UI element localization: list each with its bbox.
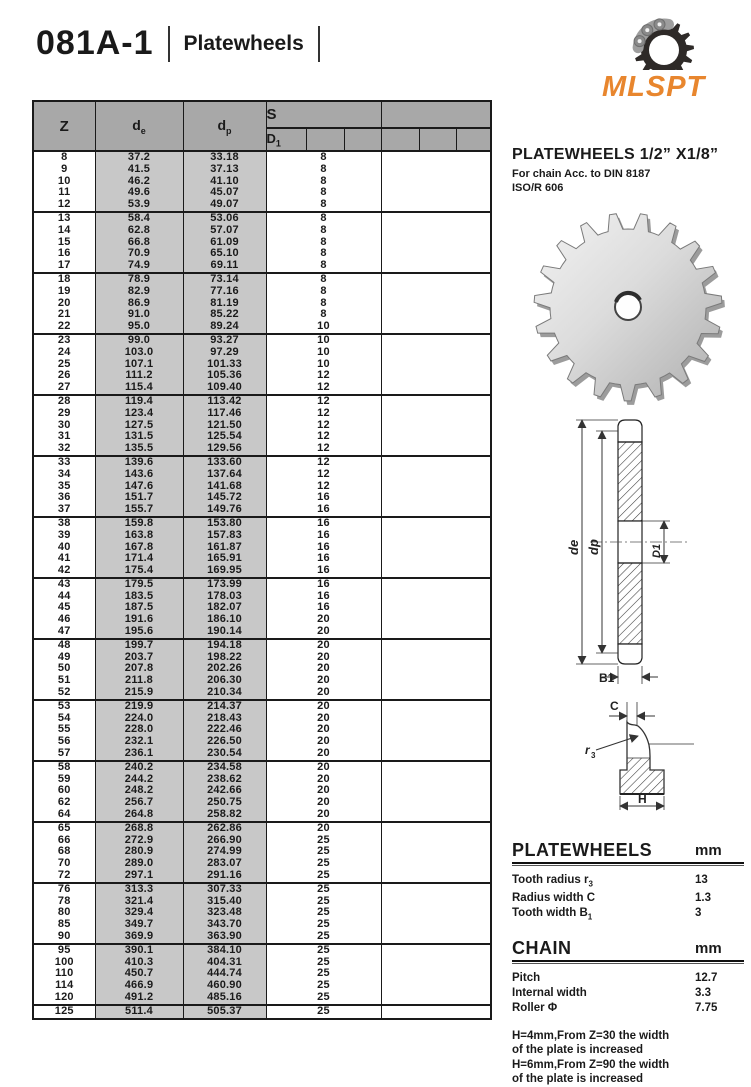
table-row: 25 107.1 101.33 10 [33, 359, 491, 371]
table-row: 70 289.0 283.07 25 [33, 858, 491, 870]
table-body [33, 151, 491, 1019]
table-row: 45 187.5 182.07 16 [33, 602, 491, 614]
table-row: 35 147.6 141.68 12 [33, 481, 491, 493]
col-header-s: S [266, 101, 381, 128]
table-row: 21 91.0 85.22 8 [33, 309, 491, 321]
table-row: 55 228.0 222.46 20 [33, 724, 491, 736]
table-row: 40 167.8 161.87 16 [33, 542, 491, 554]
spec-row: Radius width C 1.3 [512, 892, 711, 905]
spec-title: CHAIN [512, 937, 572, 958]
page-header [36, 24, 320, 63]
col-header-de: $d_e$ [95, 101, 183, 151]
table-row: 47 195.6 190.14 20 [33, 626, 491, 639]
table-row: 18 78.9 73.14 8 [33, 273, 491, 286]
col-header-z: Z [33, 101, 95, 151]
table-row: 114 466.9 460.90 25 [33, 980, 491, 992]
table-row: 53 219.9 214.37 20 [33, 700, 491, 713]
table-row: 12 53.9 49.07 8 [33, 199, 491, 212]
col-header-empty [381, 128, 419, 151]
table-row: 43 179.5 173.99 16 [33, 578, 491, 591]
plate-lower-hatched [618, 563, 642, 644]
col-header-empty [344, 128, 381, 151]
label-h: H [638, 792, 647, 806]
iso-standard-note: ISO/R 606 [512, 182, 564, 194]
table-row: 95 390.1 384.10 25 [33, 944, 491, 957]
plate-upper-hatched [618, 442, 642, 521]
table-row: 41 171.4 165.91 16 [33, 553, 491, 565]
tooth-profile-drawing [580, 692, 710, 842]
spec-row: Pitch 12.7 [512, 971, 718, 984]
table-row: 15 66.8 61.09 8 [33, 237, 491, 249]
chain-spec-heading [512, 938, 744, 962]
brand-name: MLSPT [602, 71, 706, 103]
table-row: 14 62.8 57.07 8 [33, 225, 491, 237]
table-row: 56 232.1 226.50 20 [33, 736, 491, 748]
table-row: 48 199.7 194.18 20 [33, 639, 491, 652]
spec-row: Tooth radius $r_3$ 13 [512, 874, 708, 889]
section-drawing [556, 410, 751, 692]
label-b1: B1 [599, 671, 615, 685]
divider-bar [168, 26, 170, 62]
table-row: 65 268.8 262.86 20 [33, 822, 491, 835]
table-row: 90 369.9 363.90 25 [33, 931, 491, 944]
table-row: 62 256.7 250.75 20 [33, 797, 491, 809]
table-row: 50 207.8 202.26 20 [33, 663, 491, 675]
table-row: 46 191.6 186.10 20 [33, 614, 491, 626]
table-row: 76 313.3 307.33 25 [33, 883, 491, 896]
table-row: 33 139.6 133.60 12 [33, 456, 491, 469]
tooth-body-hatched [628, 758, 650, 770]
table-row: 59 244.2 238.62 20 [33, 774, 491, 786]
table-row: 16 70.9 65.10 8 [33, 248, 491, 260]
page-title: Platewheels [183, 31, 304, 55]
table-row: 125 511.4 505.37 25 [33, 1005, 491, 1019]
table-row: 57 236.1 230.54 20 [33, 748, 491, 761]
chain-spec-rows [512, 971, 744, 1016]
product-heading: PLATEWHEELS 1/2” X1/8” [512, 146, 719, 163]
table-row: 49 203.7 198.22 20 [33, 652, 491, 664]
spec-title: PLATEWHEELS [512, 840, 653, 860]
table-row: 23 99.0 93.27 10 [33, 334, 491, 347]
table-row: 36 151.7 145.72 16 [33, 492, 491, 504]
page-code: 081A-1 [36, 24, 154, 62]
table-row: 68 280.9 274.99 25 [33, 846, 491, 858]
tooth-base-hatched [621, 770, 664, 793]
table-row: 72 297.1 291.16 25 [33, 870, 491, 883]
table-row: 37 155.7 149.76 16 [33, 504, 491, 517]
table-row: 11 49.6 45.07 8 [33, 187, 491, 199]
spec-row: Tooth width $B_1$ 3 [512, 907, 702, 922]
table-row: 31 131.5 125.54 12 [33, 431, 491, 443]
logo-sprocket-hole [649, 35, 679, 65]
table-row: 66 272.9 266.90 25 [33, 835, 491, 847]
col-header-blank [381, 101, 491, 128]
table-row: 19 82.9 77.16 8 [33, 286, 491, 298]
tooth-tip-top [618, 420, 642, 442]
table-row: 24 103.0 97.29 10 [33, 347, 491, 359]
table-row: 39 163.8 157.83 16 [33, 530, 491, 542]
label-de: de [566, 539, 581, 555]
label-r3-sub: 3 [591, 751, 596, 760]
table-row: 42 175.4 169.95 16 [33, 565, 491, 578]
label-c: C [610, 699, 619, 713]
brand-logo [592, 12, 732, 102]
table-row: 78 321.4 315.40 25 [33, 896, 491, 908]
col-header-empty [419, 128, 456, 151]
table-row: 44 183.5 178.03 16 [33, 591, 491, 603]
spec-unit: mm [695, 939, 722, 957]
table-row: 27 115.4 109.40 12 [33, 382, 491, 395]
chain-standard-note: For chain Acc. to DIN 8187 [512, 168, 651, 180]
table-row: 58 240.2 234.58 20 [33, 761, 491, 774]
table-row: 26 111.2 105.36 12 [33, 370, 491, 382]
table-row: 34 143.6 137.64 12 [33, 469, 491, 481]
table-row: 28 119.4 113.42 12 [33, 395, 491, 408]
table-row: 52 215.9 210.34 20 [33, 687, 491, 700]
col-header-empty [456, 128, 491, 151]
table-row: 17 74.9 69.11 8 [33, 260, 491, 273]
table-row: 80 329.4 323.48 25 [33, 907, 491, 919]
spec-row: Roller Φ 7.75 [512, 1001, 718, 1014]
col-header-dp: $d_p$ [183, 101, 266, 151]
table-row: 38 159.8 153.80 16 [33, 517, 491, 530]
table-row: 54 224.0 218.43 20 [33, 713, 491, 725]
table-row: 8 37.2 33.18 8 [33, 151, 491, 164]
table-row: 29 123.4 117.46 12 [33, 408, 491, 420]
platewheels-spec-heading [512, 840, 744, 864]
table-row: 51 211.8 206.30 20 [33, 675, 491, 687]
table-row: 20 86.9 81.19 8 [33, 298, 491, 310]
platewheels-spec-rows [512, 873, 744, 925]
table-row: 100 410.3 404.31 25 [33, 957, 491, 969]
label-d1: D1 [651, 543, 663, 558]
dimension-table [32, 100, 492, 1020]
spec-row: Internal width 3.3 [512, 986, 711, 999]
table-row: 32 135.5 129.56 12 [33, 443, 491, 456]
divider-bar [318, 26, 320, 62]
table-row: 64 264.8 258.82 20 [33, 809, 491, 822]
table-row: 13 58.4 53.06 8 [33, 212, 491, 225]
width-increase-note: H=4mm,From Z=30 the width of the plate is increased H=6mm,From Z=90 the width of the plate is increased [512, 1029, 670, 1086]
table-row: 10 46.2 41.10 8 [33, 176, 491, 188]
table-row: 9 41.5 37.13 8 [33, 164, 491, 176]
sprocket-photo [512, 210, 748, 410]
tooth-tip-bottom [618, 644, 642, 664]
table-row: 60 248.2 242.66 20 [33, 785, 491, 797]
spec-unit: mm [695, 842, 722, 859]
table-row: 110 450.7 444.74 25 [33, 968, 491, 980]
label-dp: dp [586, 539, 601, 555]
table-row: 85 349.7 343.70 25 [33, 919, 491, 931]
label-r3: r [585, 743, 590, 757]
table-row: 120 491.2 485.16 25 [33, 992, 491, 1005]
col-header-empty [306, 128, 344, 151]
spec-panel [512, 840, 744, 1087]
col-header-d1: $D_1$ [266, 128, 306, 151]
table-row: 22 95.0 89.24 10 [33, 321, 491, 334]
table-row: 30 127.5 121.50 12 [33, 420, 491, 432]
